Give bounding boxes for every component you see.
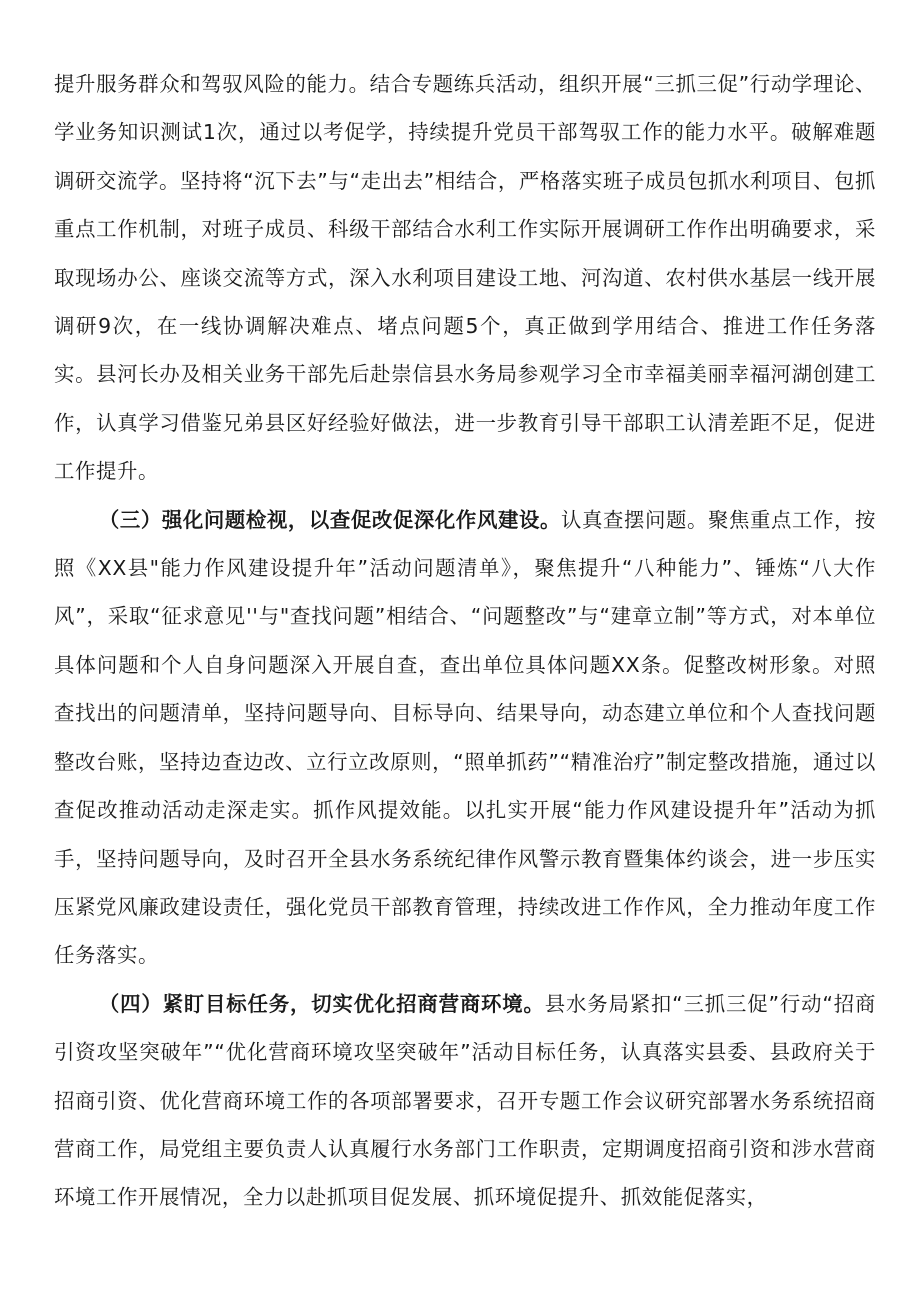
paragraph-continuation — [54, 60, 876, 496]
paragraph-section-4 — [54, 980, 876, 1222]
paragraph-text: 认真查摆问题。聚焦重点工作，按照《XX县"能力作风建设提升年”活动问题清单》，聚焦提升“八种能力”、锤炼“八大作风”，采取“征求意见''与"查找问题”相结合、“问题整改”与“建章立制”等方式，对本单位具体问题和个人自身问题深入开展自查，查出单位具体问题XX条。促整改树形象。对照查找出的问题清单，坚持问题导向、目标导向、结果导向，动态建立单位和个人查找问题整改台账，坚持边查边改、立行立改原则，“照单抓药”“精准治疗”制定整改措施，通过以查促改推动活动走深走实。抓作风提效能。以扎实开展“能力作风建设提升年”活动为抓手，坚持问题导向，及时召开全县水务系统纪律作风警示教育暨集体约谈会，进一步压实压紧党风廉政建设责任，强化党员干部教育管理，持续改进工作作风，全力推动年度工作任务落实。 — [54, 507, 876, 968]
section-heading-4: （四）紧盯目标任务，切实优化招商营商环境。 — [98, 991, 545, 1016]
paragraph-text: 县水务局紧扣“三抓三促”行动“招商引资攻坚突破年”“优化营商环境攻坚突破年”活动目标任务，认真落实县委、县政府关于招商引资、优化营商环境工作的各项部署要求，召开专题工作会议研究部署水务系统招商营商工作，局党组主要负责人认真履行水务部门工作职责，定期调度招商引资和涉水营商环境工作开展情况，全力以赴抓项目促发展、抓环境促提升、抓效能促落实， — [54, 991, 876, 1210]
paragraph-section-3 — [54, 496, 876, 980]
document-body — [54, 60, 876, 1222]
paragraph-text: 提升服务群众和驾驭风险的能力。结合专题练兵活动，组织开展“三抓三促”行动学理论、学业务知识测试1次，通过以考促学，持续提升党员干部驾驭工作的能力水平。破解难题调研交流学。坚持将“沉下去”与“走出去”相结合，严格落实班子成员包抓水利项目、包抓重点工作机制，对班子成员、科级干部结合水利工作实际开展调研工作作出明确要求，采取现场办公、座谈交流等方式，深入水利项目建设工地、河沟道、农村供水基层一线开展调研9次，在一线协调解决难点、堵点问题5个，真正做到学用结合、推进工作任务落实。县河长办及相关业务干部先后赴崇信县水务局参观学习全市幸福美丽幸福河湖创建工作，认真学习借鉴兄弟县区好经验好做法，进一步教育引导干部职工认清差距不足，促进工作提升。 — [54, 72, 876, 484]
section-heading-3: （三）强化问题检视，以查促改促深化作风建设。 — [98, 507, 561, 532]
